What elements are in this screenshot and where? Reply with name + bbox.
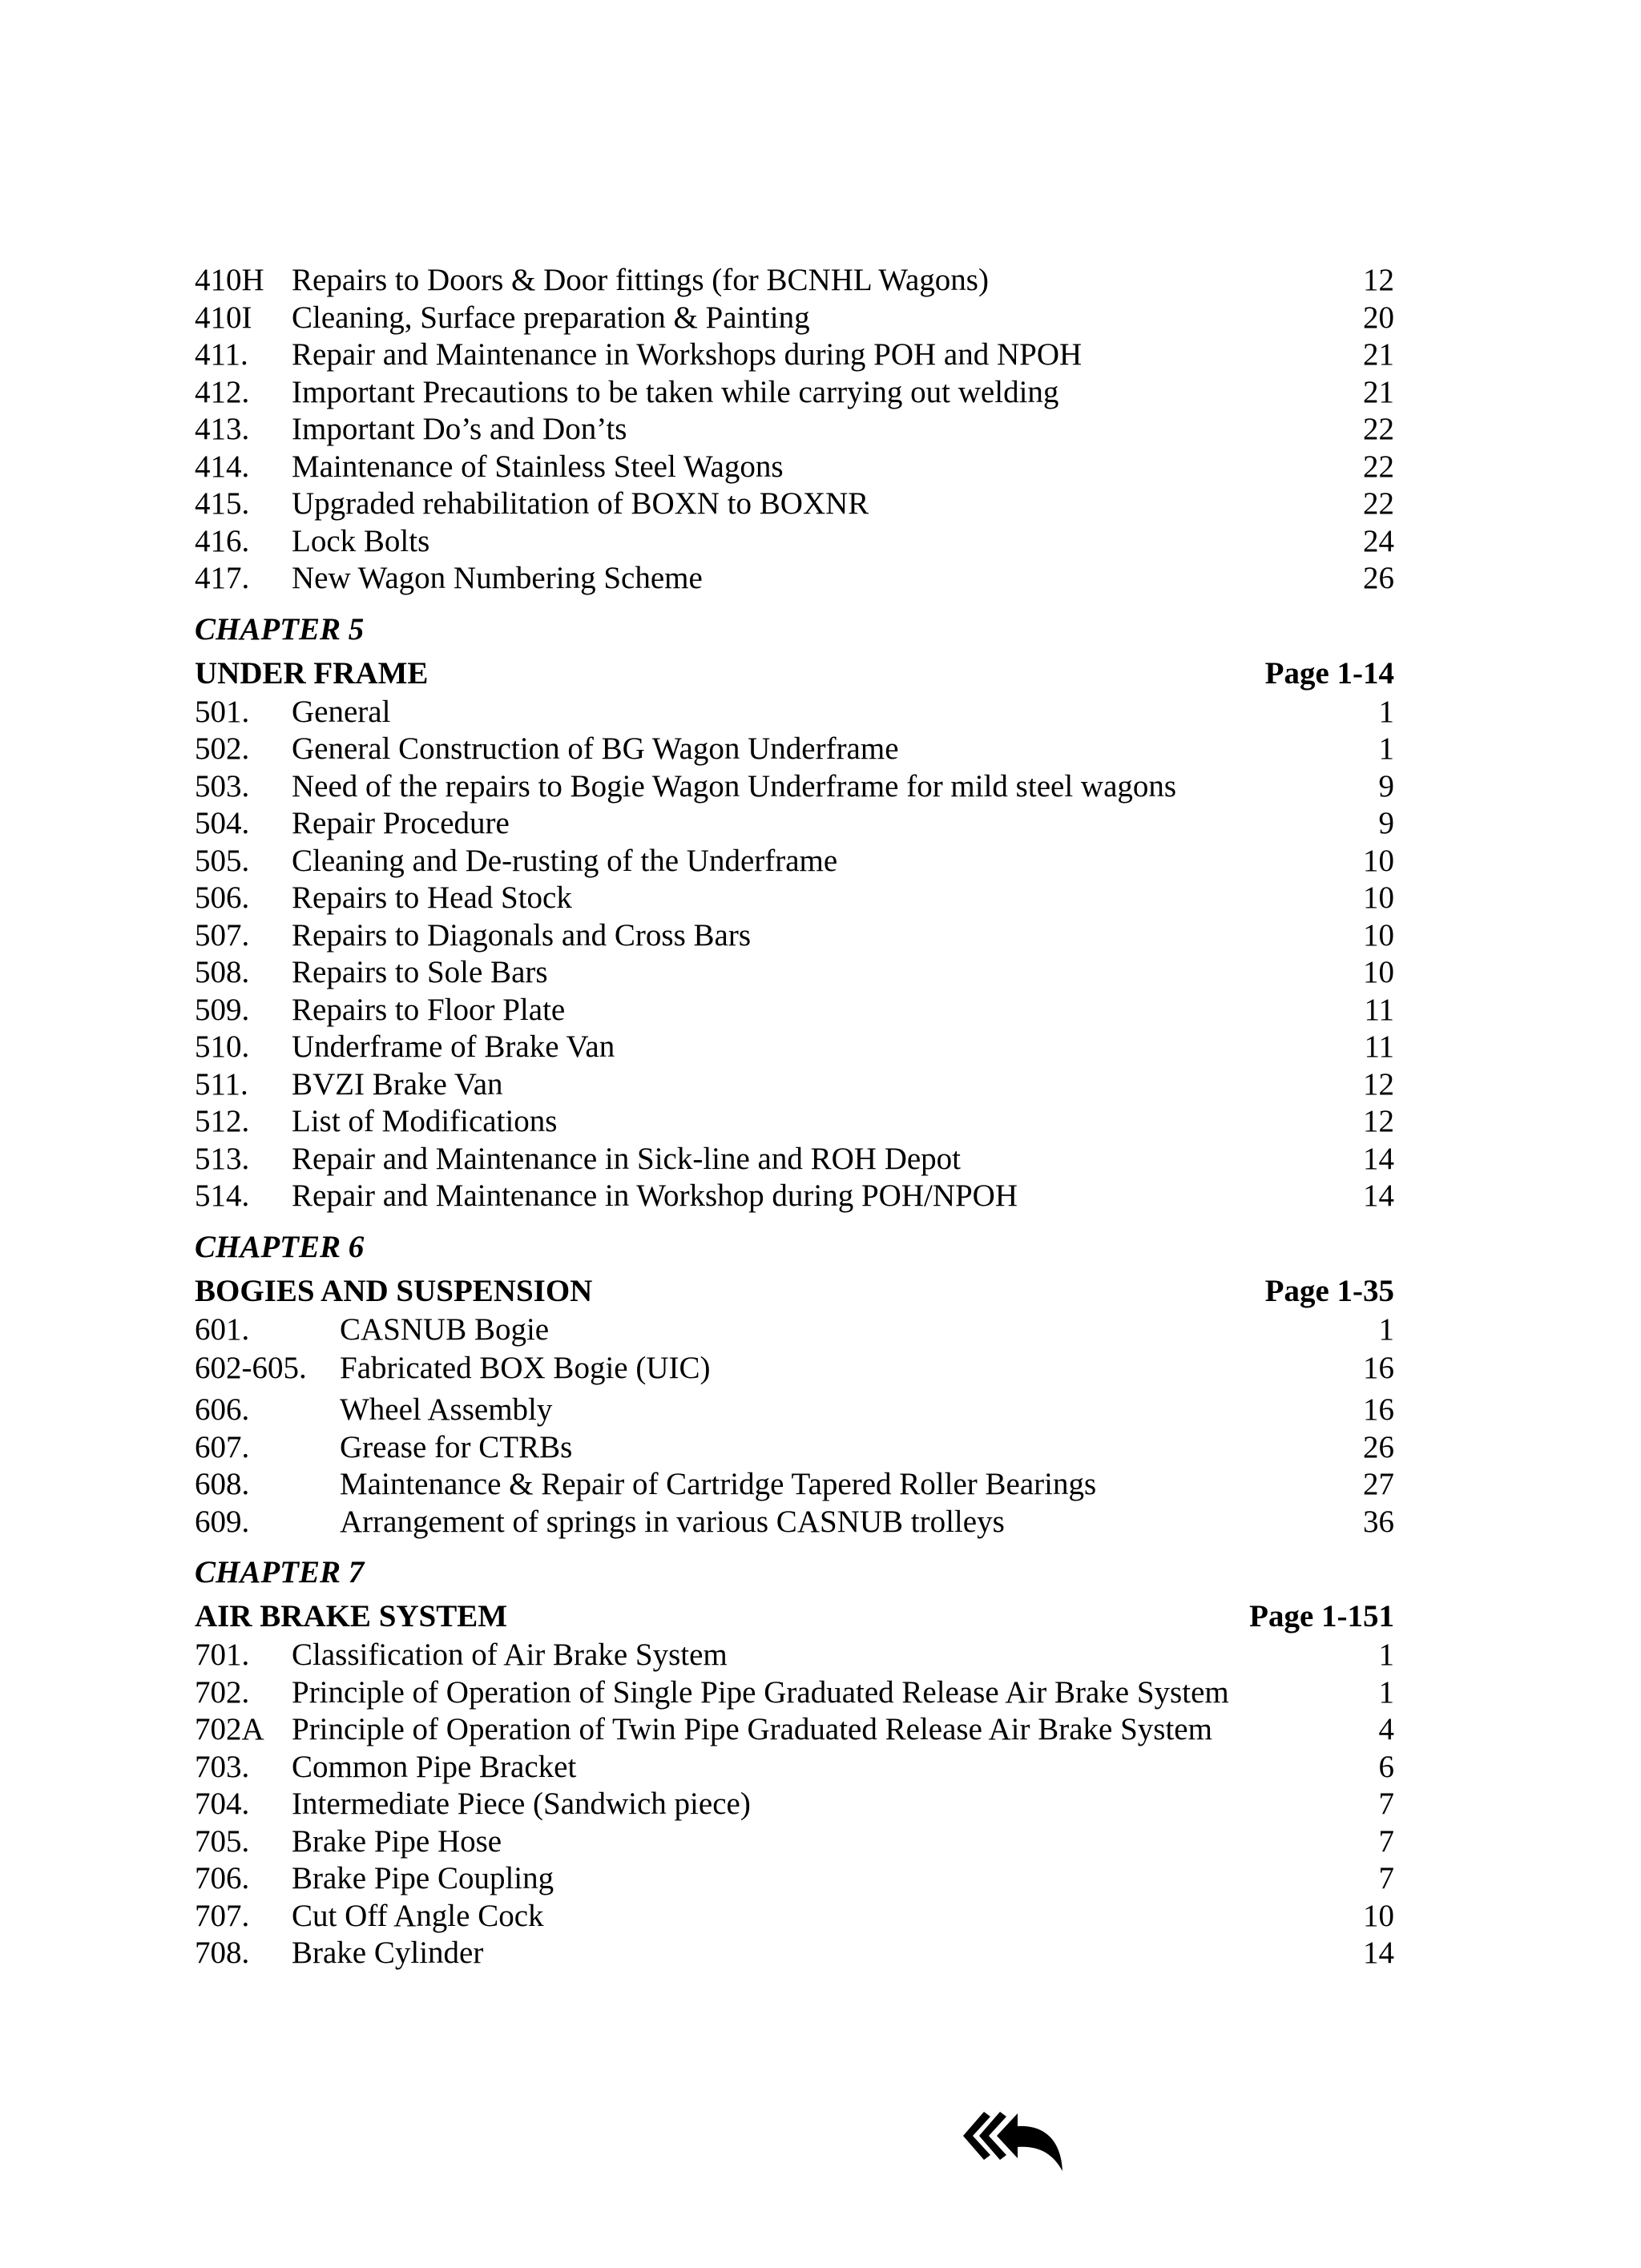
entry-number: 708. <box>195 1936 250 1970</box>
entry-title: Principle of Operation of Single Pipe Graduated Release Air Brake System <box>292 1674 1229 1710</box>
entry-number: 510. <box>195 1029 250 1064</box>
entry-title: Need of the repairs to Bogie Wagon Underframe for mild steel wagons <box>292 768 1177 804</box>
entry-number: 411. <box>195 337 248 372</box>
entry-page: 16 <box>1363 1351 1394 1385</box>
toc-entry[interactable] <box>195 1504 1394 1541</box>
entry-page: 1 <box>1378 1311 1394 1347</box>
entry-page: 6 <box>1378 1749 1394 1784</box>
entry-page: 26 <box>1363 1429 1394 1464</box>
entry-title: Fabricated BOX Bogie (UIC) <box>340 1351 711 1385</box>
toc-entry[interactable] <box>195 336 1394 374</box>
entry-page: 24 <box>1363 523 1394 558</box>
entry-title: Wheel Assembly <box>340 1392 553 1427</box>
entry-title: General Construction of BG Wagon Underframe <box>292 731 899 766</box>
toc-entry[interactable] <box>195 300 1394 337</box>
toc-entry[interactable] <box>195 1935 1394 1972</box>
entry-title: Important Do’s and Don’ts <box>292 412 627 446</box>
chapter-title: BOGIES AND SUSPENSION <box>195 1273 593 1308</box>
toc-entry[interactable] <box>195 1860 1394 1898</box>
entry-title: Cleaning and De-rusting of the Underframe <box>292 843 838 878</box>
chapter-title: AIR BRAKE SYSTEM <box>195 1599 508 1634</box>
entry-number: 512. <box>195 1104 250 1138</box>
chapter-heading[interactable] <box>195 654 1394 694</box>
entry-number: 508. <box>195 955 250 989</box>
entry-number: 608. <box>195 1467 250 1501</box>
entry-page: 7 <box>1378 1861 1394 1895</box>
entry-number: 501. <box>195 694 250 729</box>
entry-page: 12 <box>1363 1066 1394 1102</box>
entry-title: Repair and Maintenance in Workshops during POH and NPOH <box>292 337 1083 372</box>
entry-page: 9 <box>1378 806 1394 840</box>
entry-page: 1 <box>1378 694 1394 729</box>
entry-page: 21 <box>1363 337 1394 372</box>
entry-page: 22 <box>1363 486 1394 521</box>
entry-page: 10 <box>1363 843 1394 878</box>
toc-entry[interactable] <box>195 694 1394 731</box>
toc-entry[interactable] <box>195 843 1394 880</box>
toc-section-continued <box>195 262 1394 598</box>
entry-page: 22 <box>1363 412 1394 446</box>
entry-title: Repairs to Floor Plate <box>292 992 566 1027</box>
toc-entry[interactable] <box>195 449 1394 486</box>
entry-title: Cut Off Angle Cock <box>292 1898 544 1933</box>
entry-page: 36 <box>1363 1504 1394 1539</box>
toc-entry[interactable] <box>195 954 1394 992</box>
entry-number: 702A <box>195 1712 264 1746</box>
entry-number: 416. <box>195 523 250 558</box>
entry-page: 10 <box>1363 955 1394 989</box>
toc-entry[interactable] <box>195 992 1394 1029</box>
entry-title: Important Precautions to be taken while carrying out welding <box>292 374 1059 409</box>
entry-number: 503. <box>195 768 250 804</box>
entry-number: 504. <box>195 806 250 840</box>
entry-number: 509. <box>195 992 250 1027</box>
entry-title: Repairs to Diagonals and Cross Bars <box>292 917 752 953</box>
toc-entry[interactable] <box>195 1311 1394 1349</box>
toc-entry[interactable] <box>195 1823 1394 1861</box>
entry-title: Repair Procedure <box>292 806 510 840</box>
entry-number: 410I <box>195 300 252 335</box>
chapter-6-section <box>195 1223 1394 1541</box>
back-button[interactable] <box>962 2105 1066 2177</box>
entry-page: 14 <box>1363 1936 1394 1970</box>
entry-number: 506. <box>195 880 250 915</box>
entry-page: 14 <box>1363 1141 1394 1176</box>
entry-page: 7 <box>1378 1823 1394 1859</box>
entry-page: 16 <box>1363 1392 1394 1427</box>
toc-entry[interactable] <box>195 731 1394 768</box>
entry-title: Repairs to Doors & Door fittings (for BCNHL Wagons) <box>292 263 989 297</box>
toc-entry[interactable] <box>195 262 1394 300</box>
toc-entry[interactable] <box>195 560 1394 598</box>
entry-title: Repair and Maintenance in Workshop during POH/NPOH <box>292 1178 1018 1213</box>
chapter-5-section <box>195 606 1394 1215</box>
entry-title: Lock Bolts <box>292 523 430 558</box>
entry-page: 11 <box>1364 1029 1394 1064</box>
entry-title: Repairs to Sole Bars <box>292 955 548 989</box>
toc-entry[interactable] <box>195 1348 1394 1392</box>
entry-number: 412. <box>195 374 250 409</box>
toc-entry[interactable] <box>195 1066 1394 1104</box>
chapter-heading[interactable] <box>195 1597 1394 1637</box>
toc-entry[interactable] <box>195 917 1394 955</box>
entry-title: Brake Cylinder <box>292 1936 484 1970</box>
entry-number: 513. <box>195 1141 250 1176</box>
entry-title: Maintenance & Repair of Cartridge Tapered Roller Bearings <box>340 1467 1097 1501</box>
toc-entry[interactable] <box>195 485 1394 523</box>
entry-page: 27 <box>1363 1467 1394 1501</box>
toc-entry[interactable] <box>195 1466 1394 1504</box>
toc-entry[interactable] <box>195 1786 1394 1823</box>
entry-number: 701. <box>195 1638 250 1672</box>
entry-title: New Wagon Numbering Scheme <box>292 561 703 595</box>
entry-title: Repairs to Head Stock <box>292 880 572 915</box>
entry-title: Grease for CTRBs <box>340 1429 573 1464</box>
entry-page: 1 <box>1378 1674 1394 1710</box>
toc-entry[interactable] <box>195 374 1394 412</box>
entry-page: 21 <box>1363 374 1394 409</box>
toc-entry[interactable] <box>195 1898 1394 1936</box>
entry-page: 11 <box>1364 992 1394 1027</box>
entry-page: 26 <box>1363 561 1394 595</box>
toc-entry[interactable] <box>195 1141 1394 1178</box>
toc-entry[interactable] <box>195 1749 1394 1787</box>
toc-entry[interactable] <box>195 523 1394 561</box>
chapter-label: CHAPTER 6 <box>195 1229 365 1264</box>
entry-number: 417. <box>195 561 250 595</box>
entry-number: 707. <box>195 1898 250 1933</box>
chapter-label: CHAPTER 7 <box>195 1555 365 1589</box>
entry-title: Underframe of Brake Van <box>292 1029 615 1064</box>
entry-number: 507. <box>195 917 250 953</box>
entry-number: 415. <box>195 486 250 521</box>
toc-entry[interactable] <box>195 411 1394 449</box>
entry-page: 10 <box>1363 880 1394 915</box>
toc-entry[interactable] <box>195 880 1394 917</box>
toc-entry[interactable] <box>195 768 1394 806</box>
entry-number: 514. <box>195 1178 250 1213</box>
entry-page: 1 <box>1378 1638 1394 1672</box>
entry-title: Intermediate Piece (Sandwich piece) <box>292 1787 751 1821</box>
entry-title: Cleaning, Surface preparation & Painting <box>292 300 810 335</box>
entry-title: General <box>292 694 391 729</box>
entry-number: 505. <box>195 843 250 878</box>
chapter-label: CHAPTER 5 <box>195 611 365 647</box>
entry-page: 9 <box>1378 768 1394 804</box>
entry-title: Principle of Operation of Twin Pipe Graduated Release Air Brake System <box>292 1712 1212 1746</box>
entry-page: 20 <box>1363 300 1394 335</box>
chapter-page-range: Page 1-35 <box>1264 1273 1394 1308</box>
entry-title: CASNUB Bogie <box>340 1311 550 1347</box>
entry-number: 410H <box>195 263 264 297</box>
entry-page: 4 <box>1378 1712 1394 1746</box>
toc-entry[interactable] <box>195 1029 1394 1066</box>
toc-entry[interactable] <box>195 1178 1394 1215</box>
entry-number: 502. <box>195 731 250 766</box>
toc-entry[interactable] <box>195 805 1394 843</box>
back-arrow-icon <box>962 2105 1066 2177</box>
toc-entry[interactable] <box>195 1674 1394 1712</box>
entry-page: 10 <box>1363 1898 1394 1933</box>
entry-number: 607. <box>195 1429 250 1464</box>
entry-title: BVZI Brake Van <box>292 1066 503 1102</box>
table-of-contents <box>195 262 1394 1972</box>
chapter-7-section <box>195 1549 1394 1972</box>
entry-number: 601. <box>195 1311 250 1347</box>
chapter-page-range: Page 1-14 <box>1264 655 1394 691</box>
entry-number: 703. <box>195 1749 250 1784</box>
entry-title: Common Pipe Bracket <box>292 1749 577 1784</box>
entry-number: 705. <box>195 1823 250 1859</box>
entry-title: Upgraded rehabilitation of BOXN to BOXNR <box>292 486 869 521</box>
entry-title: Classification of Air Brake System <box>292 1638 728 1672</box>
chapter-title: UNDER FRAME <box>195 655 429 691</box>
entry-title: List of Modifications <box>292 1104 558 1138</box>
entry-page: 10 <box>1363 917 1394 953</box>
chapter-page-range: Page 1-151 <box>1249 1599 1394 1634</box>
entry-title: Repair and Maintenance in Sick-line and ROH Depot <box>292 1141 962 1176</box>
entry-number: 704. <box>195 1787 250 1821</box>
entry-number: 609. <box>195 1504 250 1539</box>
entry-number: 702. <box>195 1674 250 1710</box>
entry-title: Arrangement of springs in various CASNUB trolleys <box>340 1504 1005 1539</box>
entry-number: 511. <box>195 1066 248 1102</box>
entry-title: Maintenance of Stainless Steel Wagons <box>292 449 784 484</box>
entry-number: 602-605. <box>195 1351 307 1385</box>
toc-entry[interactable] <box>195 1637 1394 1674</box>
entry-title: Brake Pipe Coupling <box>292 1861 554 1895</box>
entry-title: Brake Pipe Hose <box>292 1823 502 1859</box>
entry-page: 12 <box>1363 1104 1394 1138</box>
entry-page: 1 <box>1378 731 1394 766</box>
entry-number: 706. <box>195 1861 250 1895</box>
toc-entry[interactable] <box>195 1429 1394 1467</box>
entry-page: 22 <box>1363 449 1394 484</box>
entry-number: 413. <box>195 412 250 446</box>
entry-number: 414. <box>195 449 250 484</box>
entry-page: 7 <box>1378 1787 1394 1821</box>
entry-number: 606. <box>195 1392 250 1427</box>
toc-entry[interactable] <box>195 1103 1394 1141</box>
toc-entry[interactable] <box>195 1711 1394 1749</box>
entry-page: 14 <box>1363 1178 1394 1213</box>
chapter-heading[interactable] <box>195 1271 1394 1311</box>
toc-entry[interactable] <box>195 1392 1394 1429</box>
entry-page: 12 <box>1363 263 1394 297</box>
